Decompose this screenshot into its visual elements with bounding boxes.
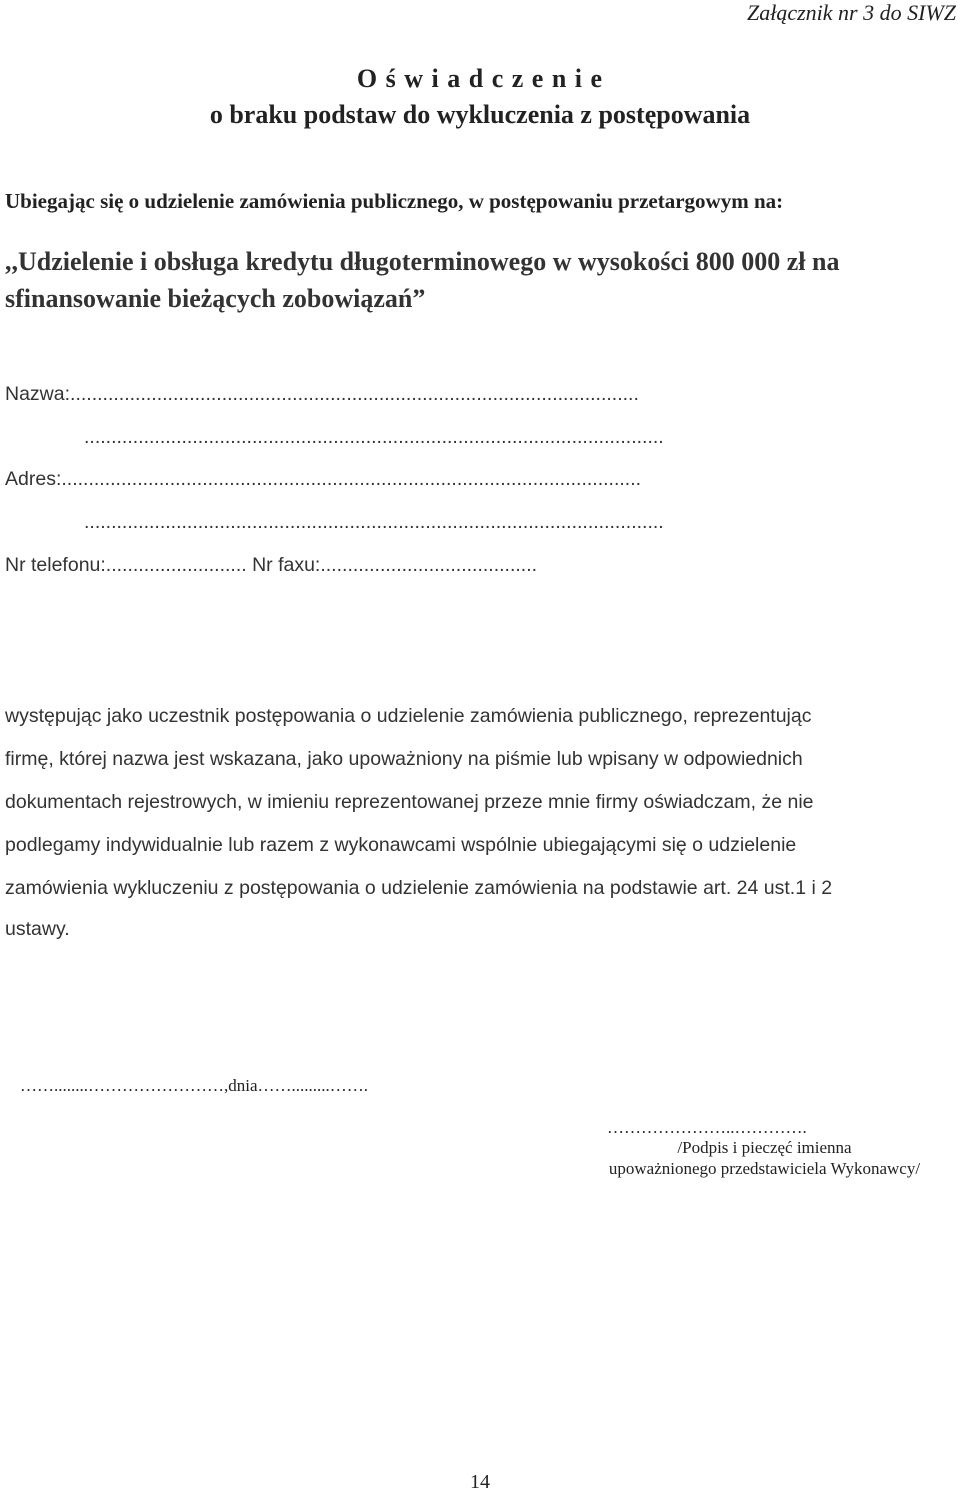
signature-label-line-2: upoważnionego przedstawiciela Wykonawcy/ bbox=[608, 1159, 921, 1178]
name-field-line: Nazwa:......................................................................................................... bbox=[5, 383, 639, 405]
address-field-continuation: ........................................................................................................... bbox=[84, 511, 664, 533]
page-number: 14 bbox=[470, 1471, 490, 1493]
declaration-line: zamówienia wykluczeniu z postępowania o udzielenie zamówienia na podstawie art. 24 ust.1 i 2 bbox=[5, 877, 833, 899]
declaration-line: firmę, której nazwa jest wskazana, jako upoważniony na piśmie lub wpisany w odpowiednich bbox=[5, 748, 803, 770]
document-subtitle: o braku podstaw do wykluczenia z postępowania bbox=[209, 100, 751, 129]
declaration-line: występując jako uczestnik postępowania o udzielenie zamówienia publicznego, reprezentując bbox=[5, 705, 812, 727]
name-field-continuation: ........................................................................................................... bbox=[84, 426, 664, 448]
intro-text: Ubiegając się o udzielenie zamówienia publicznego, w postępowaniu przetargowym na: bbox=[5, 189, 784, 213]
signature-label-line-1: /Podpis i pieczęć imienna bbox=[677, 1138, 852, 1157]
declaration-line: dokumentach rejestrowych, w imieniu reprezentowanej przeze mnie firmy oświadczam, że nie bbox=[5, 791, 814, 813]
attachment-label: Załącznik nr 3 do SIWZ bbox=[747, 0, 956, 25]
declaration-line: podlegamy indywidualnie lub razem z wykonawcami wspólnie ubiegającymi się o udzielenie bbox=[5, 834, 797, 856]
subject-line-2: sfinansowanie bieżących zobowiązań” bbox=[5, 284, 426, 313]
declaration-line: ustawy. bbox=[5, 918, 70, 940]
document-title: O ś w i a d c z e n i e bbox=[356, 64, 604, 93]
subject-line-1: ,,Udzielenie i obsługa kredytu długoterminowego w wysokości 800 000 zł na bbox=[5, 247, 840, 276]
address-field-line: Adres:........................................................................................................... bbox=[5, 468, 642, 490]
signature-dots: …………………..…………. bbox=[607, 1118, 807, 1137]
phone-fax-field-line: Nr telefonu:.......................... Nr faxu:........................................ bbox=[5, 554, 538, 576]
place-date-line: ……........……………………,dnia…….........……. bbox=[20, 1076, 369, 1095]
